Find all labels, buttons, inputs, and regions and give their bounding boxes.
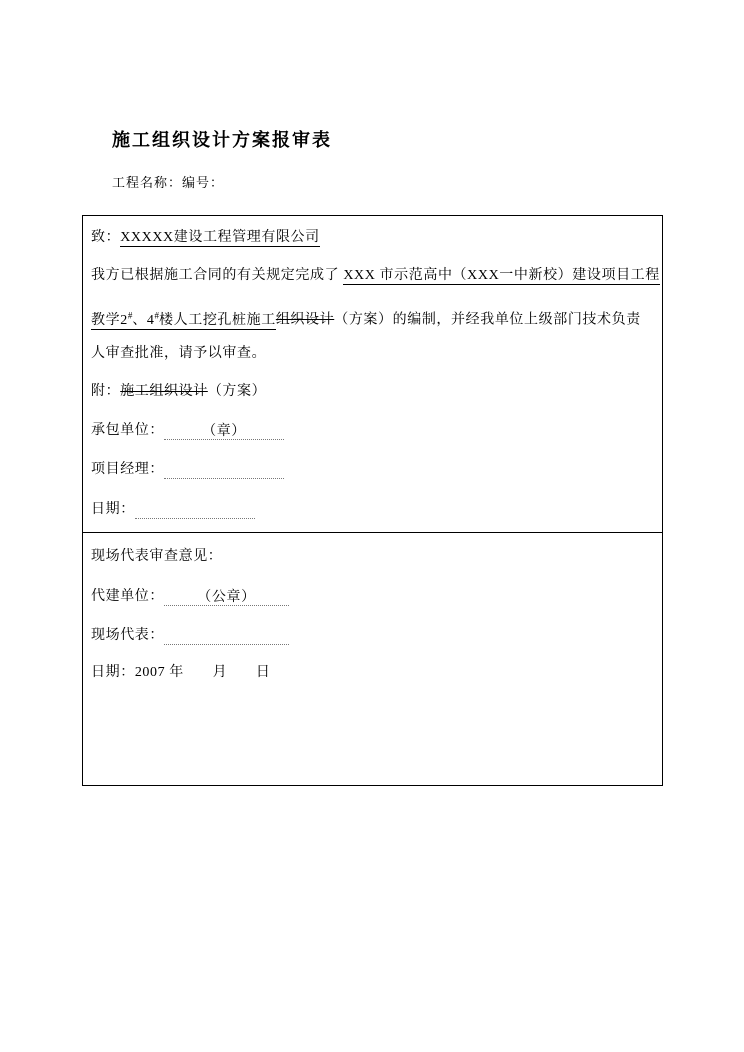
body-text-1: 我方已根据施工合同的有关规定完成了 xyxy=(91,268,344,283)
agent-unit-label: 代建单位： xyxy=(91,589,164,604)
attachment-line xyxy=(91,382,654,401)
site-rep-heading: 现场代表审查意见： xyxy=(91,549,223,564)
building-text-3: 楼人工挖孔桩施工 xyxy=(159,312,276,328)
project-manager-line xyxy=(91,460,654,479)
agent-seal-placeholder: （公章） xyxy=(197,590,256,605)
contractor-date-blank xyxy=(135,501,255,519)
building-text-1: 教学2 xyxy=(91,312,128,328)
project-name-number-label: 工程名称：编号： xyxy=(112,175,225,190)
addressee-line xyxy=(91,228,654,247)
contractor-line xyxy=(91,421,654,440)
attachment-prefix: 附： xyxy=(91,384,121,399)
attachment-suffix: （方案） xyxy=(207,384,267,399)
document-title: 施工组织设计方案报审表 xyxy=(112,130,332,150)
project-name-underlined: XXX 市示范高中（XXX一中新校）建设项目工程 xyxy=(343,268,660,283)
site-rep-blank xyxy=(164,627,289,645)
attachment-struck-text: 施工组织设计 xyxy=(120,384,208,399)
body-text-2: （方案）的编制，并经我单位上级部门技术负责 xyxy=(334,312,641,328)
contractor-date-label: 日期： xyxy=(91,502,135,517)
contractor-label: 承包单位： xyxy=(91,423,164,438)
agent-unit-line xyxy=(91,587,654,606)
project-manager-label: 项目经理： xyxy=(91,462,164,477)
building-name-underlined xyxy=(91,310,276,330)
body-line-3: 人审查批准，请予以审查。 xyxy=(91,346,267,361)
agent-unit-blank xyxy=(164,588,289,606)
review-date-line xyxy=(91,663,654,682)
building-text-2: 、4 xyxy=(132,312,155,328)
project-manager-blank xyxy=(164,461,284,479)
review-date-value: 2007 年 月 日 xyxy=(134,665,271,680)
section-divider xyxy=(83,532,662,533)
contractor-blank xyxy=(164,422,284,440)
superscript-hash-1: # xyxy=(127,310,133,320)
addressee-company: XXXXX建设工程管理有限公司 xyxy=(120,230,320,245)
body-line-1 xyxy=(91,266,660,285)
addressee-prefix: 致： xyxy=(91,230,121,245)
site-rep-label: 现场代表： xyxy=(91,628,164,643)
struck-text: 组织设计 xyxy=(275,312,335,328)
contractor-date-line xyxy=(91,500,654,519)
body-line-2 xyxy=(91,306,654,330)
approval-form-box xyxy=(82,215,663,786)
superscript-hash-2: # xyxy=(154,310,160,320)
contractor-seal-placeholder: （章） xyxy=(202,424,246,439)
site-rep-line xyxy=(91,626,654,645)
review-date-label: 日期： xyxy=(91,665,135,680)
